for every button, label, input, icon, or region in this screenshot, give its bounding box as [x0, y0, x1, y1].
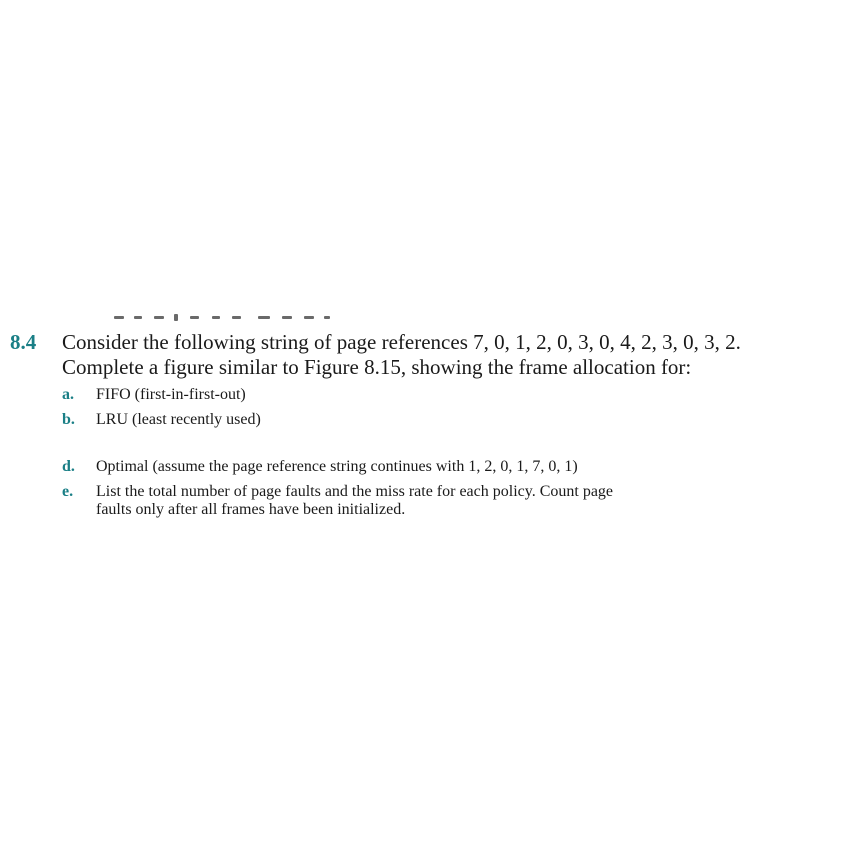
intro-line-2: Complete a figure similar to Figure 8.15, showing the frame allocation for:: [62, 355, 692, 379]
intro-line-1: Consider the following string of page references 7, 0, 1, 2, 0, 3, 0, 4, 2, 3, 0, 3, 2.: [62, 330, 741, 354]
item-letter: b.: [62, 411, 75, 428]
item-text: LRU (least recently used): [96, 411, 261, 428]
item-text-line-2: faults only after all frames have been initialized.: [96, 501, 406, 518]
problem-item-e: [62, 483, 854, 533]
problem-item-b: [62, 411, 854, 436]
cropped-previous-line: [62, 310, 362, 324]
item-text-line-1: List the total number of page faults and the miss rate for each policy. Count page: [96, 483, 614, 500]
problem-item-d: [62, 458, 854, 483]
problem-number: 8.4: [10, 330, 37, 354]
problem-item-a: [62, 386, 854, 411]
item-text: Optimal (assume the page reference string continues with 1, 2, 0, 1, 7, 0, 1): [96, 458, 578, 475]
problem-items-group-1: [62, 386, 854, 436]
item-letter: e.: [62, 483, 74, 500]
item-text: FIFO (first-in-first-out): [96, 386, 246, 403]
problem-intro: [62, 330, 854, 380]
problem-items-group-2: [62, 458, 854, 533]
item-letter: a.: [62, 386, 74, 403]
item-text: [96, 483, 613, 519]
item-letter: d.: [62, 458, 75, 475]
